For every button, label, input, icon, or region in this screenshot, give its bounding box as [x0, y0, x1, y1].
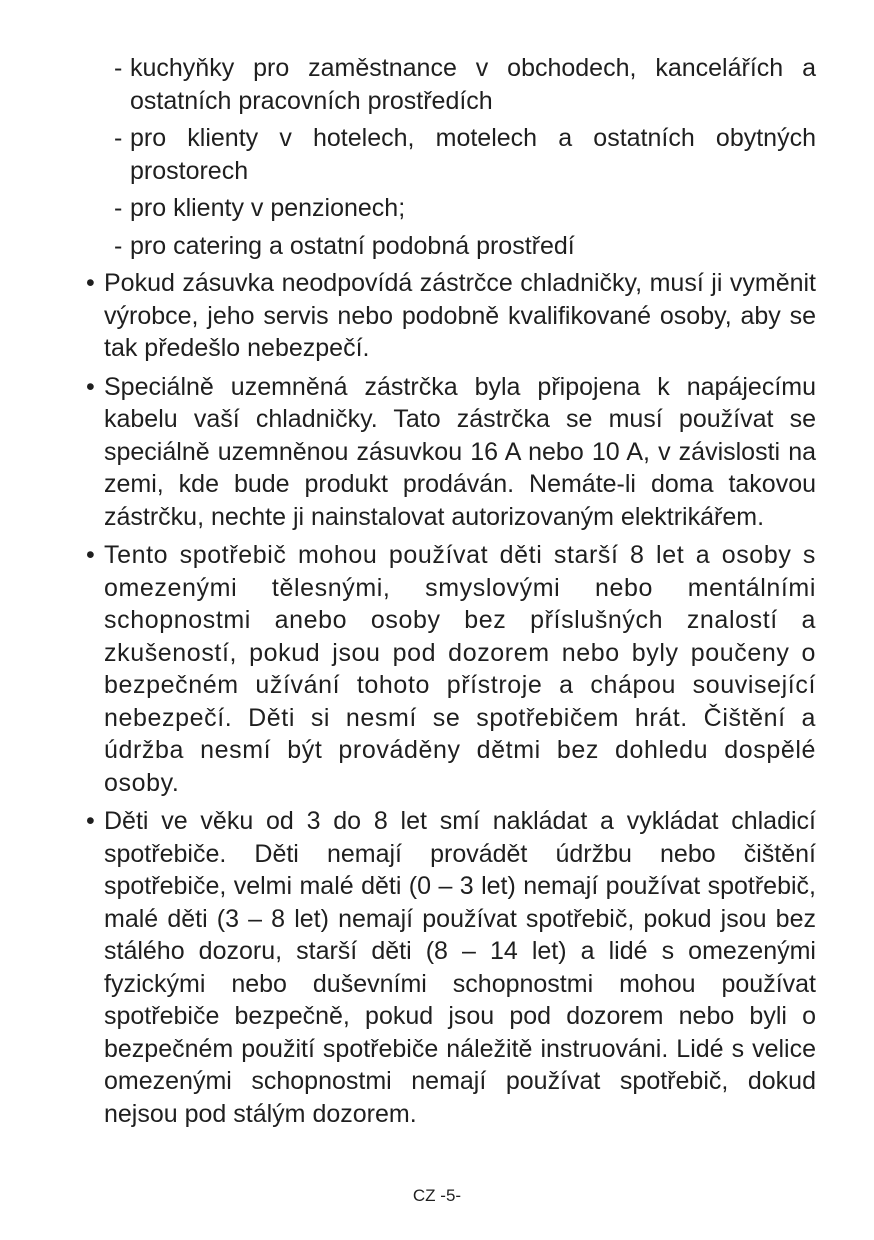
bullet-marker: •: [86, 807, 95, 835]
dash-marker: -: [114, 124, 123, 152]
page-number: CZ -5-: [412, 1186, 462, 1205]
dash-marker: -: [114, 54, 123, 82]
paragraph-text: Speciálně uzemněná zástrčka byla připojena k napájecímu kabelu vaší chladničky. Tato zástrčka se musí používat se speciálně uzemněnou zásuvkou 16 A nebo 10 A, v závislosti na zemi, kde bude produkt prodáván. Nemáte-li doma takovou zástrčku, nechte ji nainstalovat autorizovaným elektrikářem.: [104, 372, 816, 531]
list-item-text: pro klienty v hotelech, motelech a ostatních obytných prostorech: [130, 124, 816, 185]
bullet-marker: •: [86, 541, 96, 569]
bullet-paragraph-grounded-plug: [86, 371, 816, 534]
bullet-marker: •: [86, 269, 95, 297]
list-item: [114, 230, 816, 263]
dash-marker: -: [114, 231, 123, 260]
bullet-paragraph-socket: [86, 267, 816, 365]
usage-environment-list: [86, 52, 816, 262]
safety-instructions: [86, 52, 816, 1136]
list-item-text: pro klienty v penzionech;: [130, 194, 406, 222]
list-item-text: kuchyňky pro zaměstnance v obchodech, kancelářích a ostatních pracovních prostředích: [130, 54, 816, 115]
dash-marker: -: [114, 194, 123, 222]
bullet-paragraph-children-age: [86, 805, 816, 1130]
list-item: [114, 122, 816, 187]
paragraph-text: Pokud zásuvka neodpovídá zástrčce chladničky, musí ji vyměnit výrobce, jeho servis nebo podobně kvalifikované osoby, aby se tak předešlo nebezpečí.: [104, 269, 816, 362]
list-item: [114, 192, 816, 225]
bullet-paragraph-children-supervision: [86, 539, 816, 799]
paragraph-text: Děti ve věku od 3 do 8 let smí nakládat a vykládat chladicí spotřebiče. Děti nemají provádět údržbu nebo čištění spotřebiče, velmi malé děti (0 – 3 let) nemají používat spotřebič, malé děti (3 – 8 let) nemají používat spotřebič, pokud jsou bez stálého dozoru, starší děti (8 – 14 let) a lidé s omezenými fyzickými nebo duševními schopnostmi mohou používat spotřebiče bezpečně, pokud jsou pod dozorem nebo byli o bezpečném použití spotřebiče náležitě instruováni. Lidé s velice omezenými schopnostmi nemají používat spotřebič, dokud nejsou pod stálým dozorem.: [104, 807, 816, 1128]
paragraph-text: Tento spotřebič mohou používat děti starší 8 let a osoby s omezenými tělesnými, smyslovými nebo mentálními schopnostmi anebo osoby bez příslušných znalostí a zkušeností, pokud jsou pod dozorem nebo byly poučeny o bezpečném užívání tohoto přístroje a chápou související nebezpečí. Děti si nesmí se spotřebičem hrát. Čištění a údržba nesmí být prováděny dětmi bez dohledu dospělé osoby.: [104, 541, 816, 797]
list-item: [114, 52, 816, 117]
bullet-marker: •: [86, 372, 95, 401]
list-item-text: pro catering a ostatní podobná prostředí: [130, 231, 575, 260]
